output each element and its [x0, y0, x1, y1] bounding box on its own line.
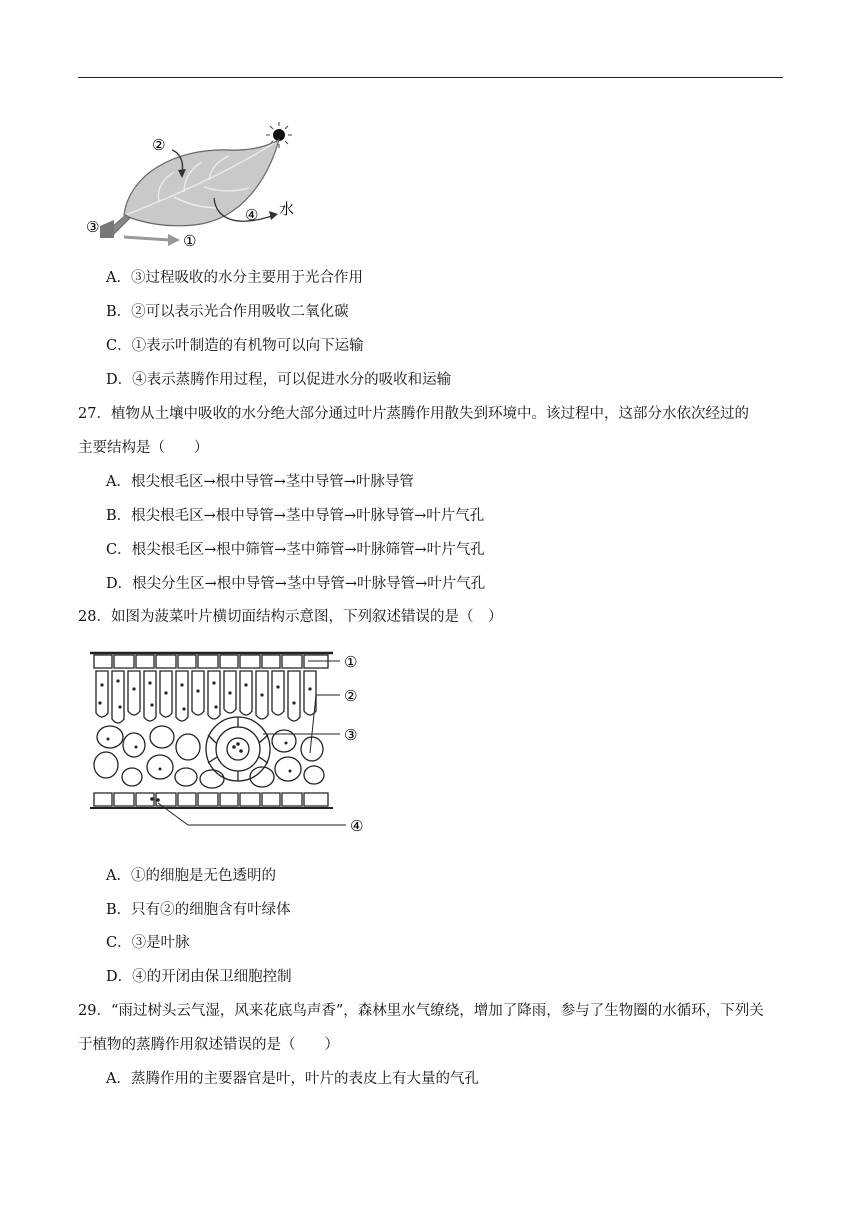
arrow-1 — [124, 237, 170, 240]
water-label: 水 — [279, 200, 295, 218]
q28-stem: 28．如图为菠菜叶片横切面结构示意图，下列叙述错误的是（ ） — [78, 609, 503, 625]
header-rule — [78, 77, 783, 78]
q26-option-d: D．④表示蒸腾作用过程，可以促进水分的吸收和运输 — [106, 372, 452, 388]
arrow-3 — [100, 220, 114, 238]
q27-option-d: D．根尖分生区→根中导管→茎中导管→叶脉导管→叶片气孔 — [106, 576, 486, 592]
q26-option-c: C．①表示叶制造的有机物可以向下运输 — [106, 338, 364, 354]
leaf-cross-section-diagram — [88, 645, 388, 840]
leaf-diagram — [84, 120, 314, 250]
q28-option-b: B．只有②的细胞含有叶绿体 — [106, 902, 291, 918]
q27-option-b: B．根尖根毛区→根中导管→茎中导管→叶脉导管→叶片气孔 — [106, 508, 485, 524]
q28-option-c: C．③是叶脉 — [106, 935, 190, 951]
mark-2: ② — [152, 136, 166, 154]
q29-stem-line2: 于植物的蒸腾作用叙述错误的是（ ） — [78, 1037, 339, 1053]
q27-option-c: C．根尖根毛区→根中筛管→茎中筛管→叶脉筛管→叶片气孔 — [106, 542, 485, 558]
q27-option-a: A．根尖根毛区→根中导管→茎中导管→叶脉导管 — [106, 474, 414, 490]
q28-option-a: A．①的细胞是无色透明的 — [106, 868, 276, 884]
mark-1: ① — [183, 232, 197, 250]
q26-option-b: B．②可以表示光合作用吸收二氧化碳 — [106, 304, 349, 320]
section-mark-4: ④ — [350, 817, 364, 835]
q27-stem-line2: 主要结构是（ ） — [78, 440, 209, 456]
mark-3: ③ — [86, 218, 100, 236]
q26-option-a: A．③过程吸收的水分主要用于光合作用 — [106, 270, 363, 286]
q29-option-a: A．蒸腾作用的主要器官是叶，叶片的表皮上有大量的气孔 — [106, 1071, 479, 1087]
section-mark-2: ② — [344, 687, 358, 705]
section-mark-1: ① — [344, 653, 358, 671]
q29-stem-line1: 29．“雨过树头云气湿，风来花底鸟声香”，森林里水气缭绕，增加了降雨，参与了生物圈的水循环，下列关 — [78, 1003, 764, 1019]
q27-stem-line1: 27．植物从土壤中吸收的水分绝大部分通过叶片蒸腾作用散失到环境中。该过程中，这部分水依次经过的 — [78, 406, 749, 422]
q28-option-d: D．④的开闭由保卫细胞控制 — [106, 969, 292, 985]
section-mark-3: ③ — [344, 726, 358, 744]
mark-4: ④ — [245, 206, 259, 224]
